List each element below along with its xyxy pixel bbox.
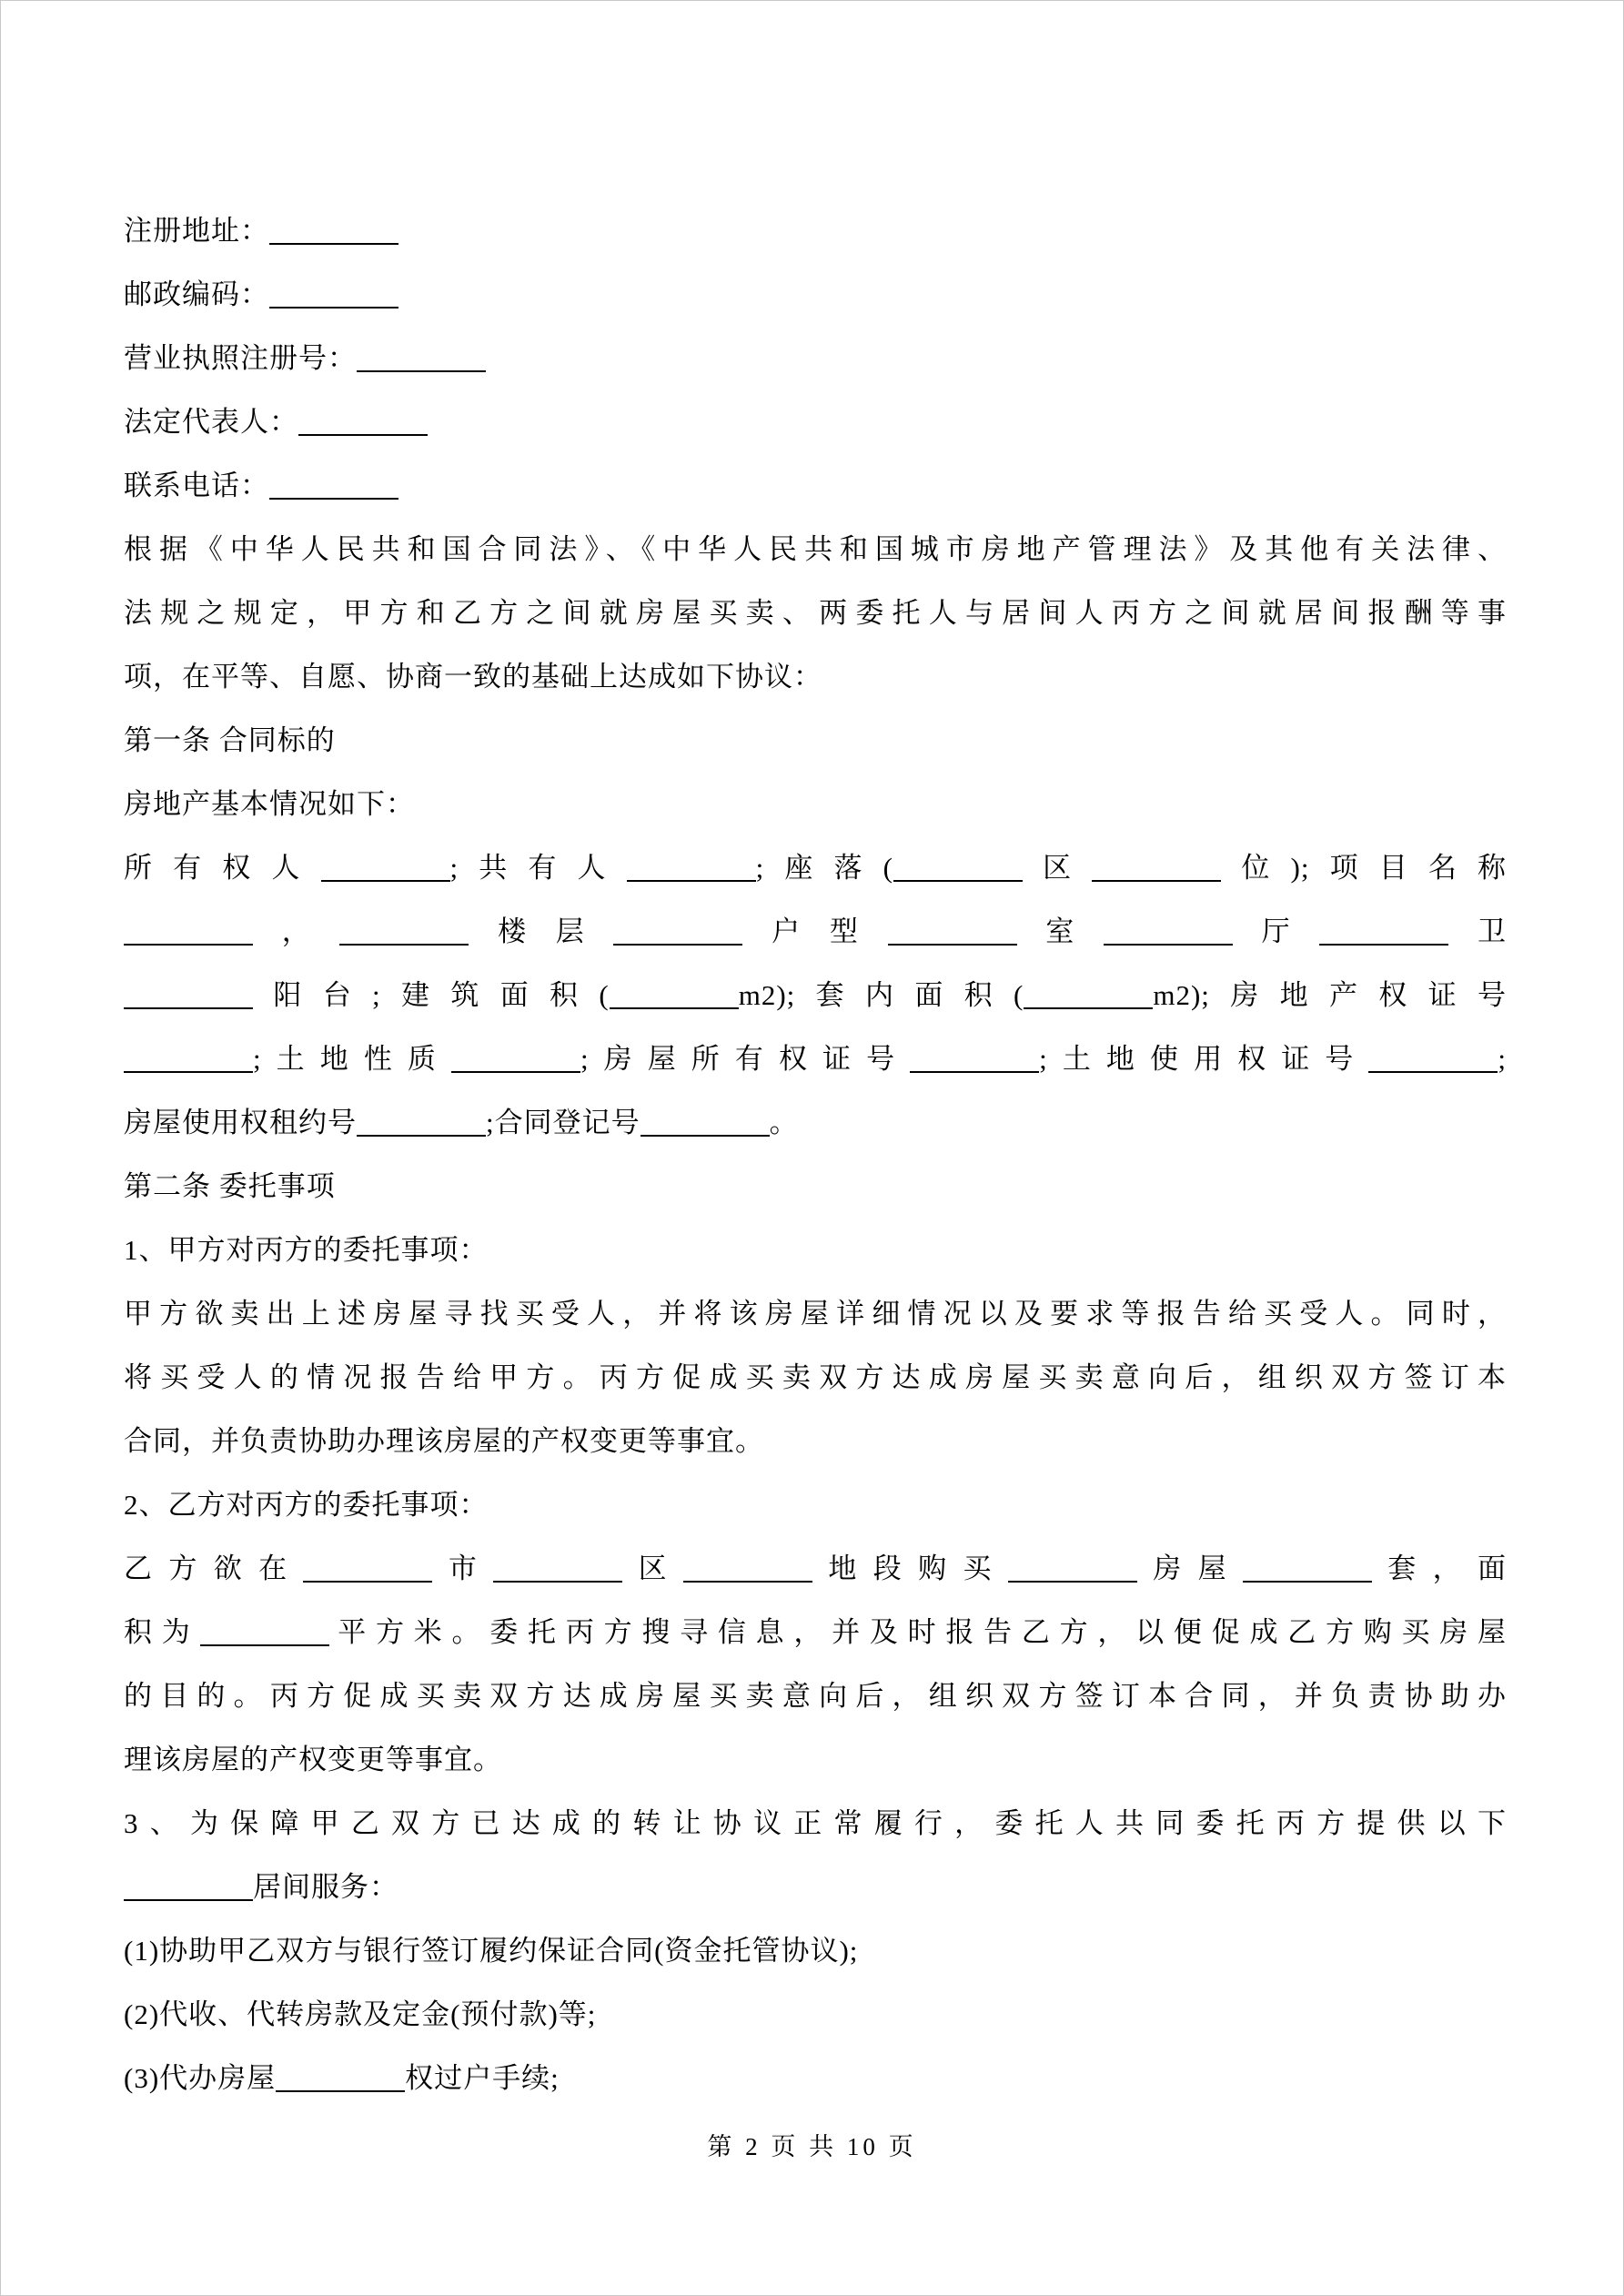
doc-text: 楼层 bbox=[469, 915, 614, 947]
blank-field bbox=[893, 875, 1023, 882]
doc-line bbox=[124, 1473, 1507, 1537]
doc-text: 所有权人 bbox=[124, 852, 321, 884]
blank-field bbox=[303, 1576, 432, 1583]
doc-text: 邮政编码： bbox=[124, 278, 269, 310]
doc-text: ;土地使用权证号 bbox=[1039, 1043, 1369, 1075]
doc-text: m2);套内面积( bbox=[738, 979, 1024, 1011]
doc-text: ;共有人 bbox=[449, 852, 627, 884]
doc-text: 位);项目名称 bbox=[1221, 852, 1508, 884]
blank-field bbox=[357, 1130, 486, 1137]
doc-text: 的目的。丙方促成买卖双方达成房屋买卖意向后，组织双方签订本合同，并负责协助办 bbox=[124, 1680, 1507, 1712]
doc-line bbox=[124, 964, 1507, 1027]
doc-text: 理该房屋的产权变更等事宜。 bbox=[124, 1744, 502, 1775]
doc-line bbox=[124, 1155, 1507, 1219]
doc-line bbox=[124, 1728, 1507, 1792]
doc-text: 市 bbox=[432, 1553, 494, 1584]
doc-line bbox=[124, 1027, 1507, 1091]
doc-line bbox=[124, 1983, 1507, 2047]
doc-text: 。 bbox=[769, 1107, 799, 1138]
doc-line bbox=[124, 900, 1507, 964]
doc-text: 第一条 合同标的 bbox=[124, 724, 336, 756]
doc-line bbox=[124, 1410, 1507, 1473]
doc-text: ;土地性质 bbox=[253, 1043, 451, 1075]
doc-text: 房地产基本情况如下： bbox=[124, 788, 415, 820]
blank-field bbox=[610, 1003, 739, 1009]
page-number-footer: 第 2 页 共 10 页 bbox=[707, 2133, 917, 2160]
doc-text: m2);房地产权证号 bbox=[1153, 979, 1507, 1011]
doc-line bbox=[124, 645, 1507, 709]
doc-text: 联系电话： bbox=[124, 470, 269, 501]
doc-text: 第二条 委托事项 bbox=[124, 1170, 336, 1202]
doc-text: 法规之规定，甲方和乙方之间就房屋买卖、两委托人与居间人丙方之间就居间报酬等事 bbox=[124, 597, 1507, 629]
doc-text: ;合同登记号 bbox=[486, 1107, 641, 1138]
blank-field bbox=[269, 238, 398, 245]
blank-field bbox=[1319, 939, 1448, 946]
doc-text: 室 bbox=[1016, 915, 1104, 947]
doc-text: 厅 bbox=[1232, 915, 1320, 947]
doc-line bbox=[124, 1792, 1507, 1856]
blank-field bbox=[200, 1640, 329, 1646]
blank-field bbox=[339, 939, 469, 946]
doc-text: ;房屋所有权证号 bbox=[580, 1043, 911, 1075]
doc-line bbox=[124, 582, 1507, 645]
doc-text: 套，面 bbox=[1371, 1553, 1508, 1584]
blank-field bbox=[269, 302, 398, 308]
blank-field bbox=[124, 1895, 253, 1901]
doc-line bbox=[124, 1537, 1507, 1601]
doc-line bbox=[124, 1919, 1507, 1983]
doc-text: 阳台;建筑面积( bbox=[253, 979, 610, 1011]
doc-text: 权过户手续; bbox=[405, 2062, 560, 2094]
doc-line bbox=[124, 390, 1507, 454]
doc-text: ， bbox=[253, 915, 340, 947]
doc-text: 1、甲方对丙方的委托事项： bbox=[124, 1234, 489, 1266]
doc-text: (1)协助甲乙双方与银行签订履约保证合同(资金托管协议); bbox=[124, 1935, 859, 1967]
blank-field bbox=[321, 875, 450, 882]
doc-text: 户型 bbox=[742, 915, 888, 947]
blank-field bbox=[451, 1067, 580, 1073]
blank-field bbox=[124, 1003, 253, 1009]
doc-line bbox=[124, 263, 1507, 327]
doc-text: 地段购买 bbox=[812, 1553, 1008, 1584]
blank-field bbox=[269, 493, 398, 500]
blank-field bbox=[888, 939, 1017, 946]
blank-field bbox=[641, 1130, 770, 1137]
blank-field bbox=[1024, 1003, 1153, 1009]
doc-line bbox=[124, 709, 1507, 773]
doc-text: 区 bbox=[622, 1553, 683, 1584]
document-lines bbox=[124, 199, 1507, 2110]
doc-text: 平方米。委托丙方搜寻信息，并及时报告乙方，以便促成乙方购买房屋 bbox=[328, 1616, 1507, 1648]
doc-text: ; bbox=[1498, 1043, 1507, 1075]
blank-field bbox=[124, 939, 253, 946]
blank-field bbox=[1104, 939, 1233, 946]
doc-line bbox=[124, 199, 1507, 263]
doc-text: 3、为保障甲乙双方已达成的转让协议正常履行，委托人共同委托丙方提供以下 bbox=[124, 1807, 1507, 1839]
doc-text: 区 bbox=[1023, 852, 1093, 884]
doc-line bbox=[124, 518, 1507, 582]
blank-field bbox=[493, 1576, 622, 1583]
doc-text: ;座落( bbox=[755, 852, 894, 884]
doc-text: (2)代收、代转房款及定金(预付款)等; bbox=[124, 1998, 597, 2030]
doc-text: 2、乙方对丙方的委托事项： bbox=[124, 1489, 489, 1521]
doc-line bbox=[124, 1856, 1507, 1919]
doc-line bbox=[124, 2047, 1507, 2110]
blank-field bbox=[683, 1576, 812, 1583]
doc-text: 根据《中华人民共和国合同法》、《中华人民共和国城市房地产管理法》及其他有关法律、 bbox=[124, 533, 1507, 565]
doc-text: 积为 bbox=[124, 1616, 200, 1648]
blank-field bbox=[910, 1067, 1039, 1073]
blank-field bbox=[1243, 1576, 1372, 1583]
doc-text: 将买受人的情况报告给甲方。丙方促成买卖双方达成房屋买卖意向后，组织双方签订本 bbox=[124, 1361, 1507, 1393]
doc-text: 项，在平等、自愿、协商一致的基础上达成如下协议： bbox=[124, 661, 822, 693]
doc-line bbox=[124, 327, 1507, 390]
blank-field bbox=[627, 875, 756, 882]
doc-text: 居间服务： bbox=[253, 1871, 398, 1903]
doc-line bbox=[124, 1219, 1507, 1282]
blank-field bbox=[124, 1067, 253, 1073]
doc-line bbox=[124, 454, 1507, 518]
doc-text: 房屋使用权租约号 bbox=[124, 1107, 357, 1138]
blank-field bbox=[613, 939, 742, 946]
blank-field bbox=[1368, 1067, 1498, 1073]
blank-field bbox=[298, 430, 428, 436]
doc-text: 注册地址： bbox=[124, 215, 269, 247]
blank-field bbox=[1092, 875, 1221, 882]
doc-text: 甲方欲卖出上述房屋寻找买受人，并将该房屋详细情况以及要求等报告给买受人。同时， bbox=[124, 1298, 1507, 1330]
doc-text: 营业执照注册号： bbox=[124, 342, 357, 374]
doc-line bbox=[124, 836, 1507, 900]
doc-line bbox=[124, 1091, 1507, 1155]
doc-line bbox=[124, 1282, 1507, 1346]
doc-line bbox=[124, 773, 1507, 836]
blank-field bbox=[276, 2086, 405, 2092]
blank-field bbox=[1008, 1576, 1137, 1583]
doc-text: 乙方欲在 bbox=[124, 1553, 304, 1584]
doc-line bbox=[124, 1346, 1507, 1410]
doc-text: (3)代办房屋 bbox=[124, 2062, 277, 2094]
doc-text: 法定代表人： bbox=[124, 406, 298, 438]
doc-text: 卫 bbox=[1448, 915, 1508, 947]
doc-line bbox=[124, 1664, 1507, 1728]
doc-line bbox=[124, 1601, 1507, 1664]
doc-text: 合同，并负责协助办理该房屋的产权变更等事宜。 bbox=[124, 1425, 764, 1457]
blank-field bbox=[357, 366, 486, 372]
doc-text: 房屋 bbox=[1136, 1553, 1243, 1584]
